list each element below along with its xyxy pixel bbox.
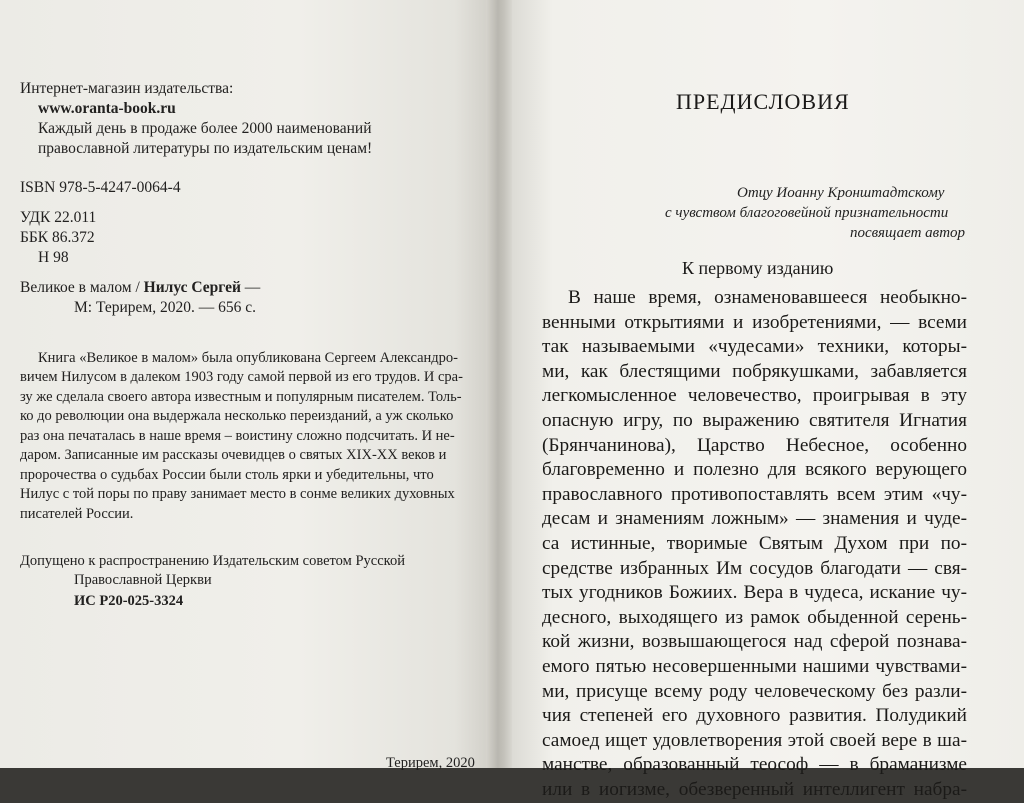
- approval-line-2: Православной Церкви: [74, 572, 212, 588]
- body-line: ми, присуще всему роду человеческому без разли-: [542, 680, 967, 702]
- biblio-dash: —: [240, 279, 261, 296]
- body-line: емого пятью несовершенными нашими чувствами-: [542, 656, 967, 677]
- page-title: ПРЕДИСЛОВИЯ: [676, 89, 850, 114]
- dedication-line: с чувством благоговейной признательности: [665, 205, 949, 221]
- annotation-line: даром. Записанные им рассказы очевидцев о святых XIX-XX веков и: [20, 447, 447, 463]
- body-line: чия степеней его духовного развития. Полудикий: [542, 705, 967, 727]
- store-url: www.oranta-book.ru: [38, 100, 176, 117]
- body-line: так называемыми «чудесами» техники, которы-: [542, 336, 967, 358]
- annotation-line: пророчества о судьбах России были столь ярки и убедительны, что: [20, 467, 434, 483]
- bbk-code: ББК 86.372: [20, 229, 95, 246]
- annotation-line: раз она печаталась в наше время – воистину сложно подсчитать. И не-: [20, 428, 455, 444]
- body-line: (Брянчанинова), Царство Небесное, особенно: [542, 434, 967, 456]
- body-line: или в иогизме, обезверенный интеллигент набра-: [542, 779, 967, 800]
- store-desc-1: Каждый день в продаже более 2000 наименований: [38, 120, 372, 137]
- isbn: ISBN 978-5-4247-0064-4: [20, 179, 181, 196]
- approval-line-1: Допущено к распространению Издательским советом Русской: [20, 553, 405, 569]
- annotation-line: Нилус с той поры по праву занимает место в сонме великих духовных: [20, 486, 455, 502]
- udk-code: УДК 22.011: [20, 209, 97, 226]
- store-desc-2: православной литературы по издательским ценам!: [38, 140, 373, 157]
- body-line: десного, выходящего из рамок обыденной серень-: [542, 606, 967, 628]
- body-line: кой жизни, возвышающегося над сферой познава-: [542, 631, 967, 653]
- bottom-imprint: Терирем, 2020: [386, 755, 475, 771]
- dedication-line: посвящает автор: [850, 225, 966, 241]
- author-mark: Н 98: [38, 249, 69, 266]
- body-line: венными открытиями и изобретениями, — всеми: [542, 311, 967, 333]
- annotation-line: ко до революции она выдержала несколько переизданий, а уж сколько: [20, 408, 454, 424]
- annotation-line: зу же сделала своего автора известным и популярным писателем. Толь-: [20, 389, 462, 405]
- body-line: благовременно и полезно для всякого верующего: [542, 459, 967, 481]
- body-line: опасную игру, по выражению святителя Игнатия: [542, 410, 967, 431]
- biblio-publisher: М: Терирем, 2020. — 656 с.: [74, 299, 256, 316]
- body-line: православного противопоставлять всем этим «чу-: [542, 483, 967, 505]
- body-line: тых угодников Божиих. Вера в чудеса, искание чу-: [542, 582, 967, 604]
- body-line: манстве, образованный теософ — в браманизме: [542, 754, 967, 776]
- biblio-title: Великое в малом /: [20, 279, 144, 296]
- annotation-line: писателей России.: [20, 506, 134, 522]
- body-line: средстве избранных Им сосудов благодати — свя-: [542, 557, 967, 579]
- annotation-line: Книга «Великое в малом» была опубликована Сергеем Александро-: [38, 350, 458, 366]
- bibliographic-record: [20, 278, 260, 298]
- body-line: са истинные, творимые Святым Духом при по-: [542, 533, 967, 554]
- annotation-line: вичем Нилусом в далеком 1903 году самой первой из его трудов. И сра-: [20, 369, 463, 385]
- body-line: самоед ищет удовлетворения этой своей вере в ша-: [542, 729, 967, 751]
- body-line: ми, как блестящими побрякушками, забавляется: [542, 360, 967, 382]
- body-line: В наше время, ознаменовавшееся необыкно-: [568, 287, 967, 308]
- body-line: десам и знамениям ложным» — знамения и чуде-: [542, 508, 967, 530]
- section-subheading: К первому изданию: [682, 258, 834, 278]
- store-heading: Интернет-магазин издательства:: [20, 80, 234, 97]
- approval-code: ИС Р20-025-3324: [74, 593, 184, 609]
- body-line: легкомысленное человечество, проигрывая в эту: [542, 385, 967, 407]
- biblio-author: Нилус Сергей: [143, 279, 241, 296]
- dedication-line: Отцу Иоанну Кронштадтскому: [737, 185, 945, 201]
